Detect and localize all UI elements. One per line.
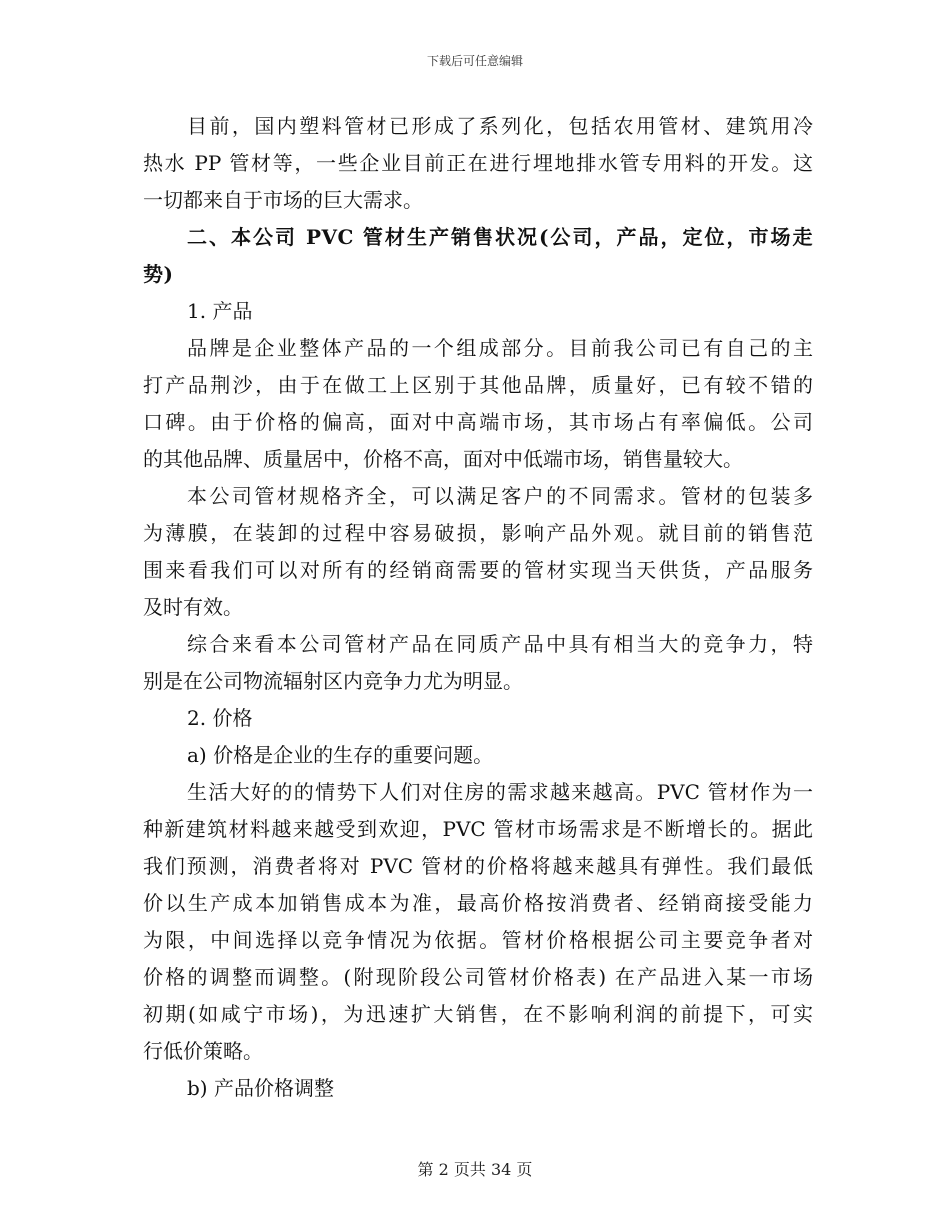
text-line: 的其他品牌、质量居中，价格不高，面对中低端市场，销售量较大。	[143, 447, 743, 471]
text-line: 打产品荆沙，由于在做工上区别于其他品牌，质量好，已有较不错的	[143, 373, 813, 397]
page-number: 第 2 页共 34 页	[417, 1160, 533, 1179]
text-line: 为限，中间选择以竞争情况为依据。管材价格根据公司主要竞争者对	[143, 928, 813, 952]
text-line: 及时有效。	[143, 595, 243, 619]
text-line: 二、本公司 PVC 管材生产销售状况(公司，产品，定位，市场走	[187, 225, 813, 249]
text-line: 口碑。由于价格的偏高，面对中高端市场，其市场占有率偏低。公司	[143, 410, 813, 434]
text-line: a) 价格是企业的生存的重要问题。	[187, 743, 494, 767]
text-line: 别是在公司物流辐射区内竞争力尤为明显。	[143, 669, 523, 693]
paragraph-specs	[143, 478, 813, 626]
text-line: 初期(如咸宁市场)，为迅速扩大销售，在不影响利润的前提下，可实	[143, 1002, 813, 1026]
text-line: 一切都来自于市场的巨大需求。	[143, 188, 423, 212]
text-line: b) 产品价格调整	[187, 1076, 334, 1100]
paragraph-pricing-strategy	[143, 774, 813, 1070]
text-line: 价格的调整而调整。(附现阶段公司管材价格表) 在产品进入某一市场	[143, 965, 813, 989]
text-line: 2. 价格	[187, 706, 253, 730]
text-line: 生活大好的的情势下人们对住房的需求越来越高。PVC 管材作为一	[187, 780, 813, 804]
section-heading	[143, 219, 813, 293]
text-line: 1. 产品	[187, 299, 253, 323]
paragraph-market-overview	[143, 108, 813, 219]
text-line: 品牌是企业整体产品的一个组成部分。目前我公司已有自己的主	[187, 336, 813, 360]
subheading-price	[143, 700, 813, 737]
list-item-a	[143, 737, 813, 774]
text-line: 围来看我们可以对所有的经销商需要的管材实现当天供货，产品服务	[143, 558, 813, 582]
subheading-product	[143, 293, 813, 330]
paragraph-competitiveness	[143, 626, 813, 700]
text-line: 势)	[143, 262, 174, 286]
text-line: 目前，国内塑料管材已形成了系列化，包括农用管材、建筑用冷	[187, 114, 813, 138]
text-line: 我们预测，消费者将对 PVC 管材的价格将越来越具有弹性。我们最低	[143, 854, 813, 878]
text-line: 行低价策略。	[143, 1039, 263, 1063]
document-body	[143, 108, 813, 1107]
text-line: 价以生产成本加销售成本为准，最高价格按消费者、经销商接受能力	[143, 891, 813, 915]
text-line: 本公司管材规格齐全，可以满足客户的不同需求。管材的包装多	[187, 484, 813, 508]
paragraph-brand	[143, 330, 813, 478]
text-line: 为薄膜，在装卸的过程中容易破损，影响产品外观。就目前的销售范	[143, 521, 813, 545]
page-header: 下载后可任意编辑	[426, 54, 523, 68]
text-line: 种新建筑材料越来越受到欢迎，PVC 管材市场需求是不断增长的。据此	[143, 817, 813, 841]
text-line: 综合来看本公司管材产品在同质产品中具有相当大的竞争力，特	[187, 632, 813, 656]
text-line: 热水 PP 管材等，一些企业目前正在进行埋地排水管专用料的开发。这	[143, 151, 813, 175]
list-item-b	[143, 1070, 813, 1107]
